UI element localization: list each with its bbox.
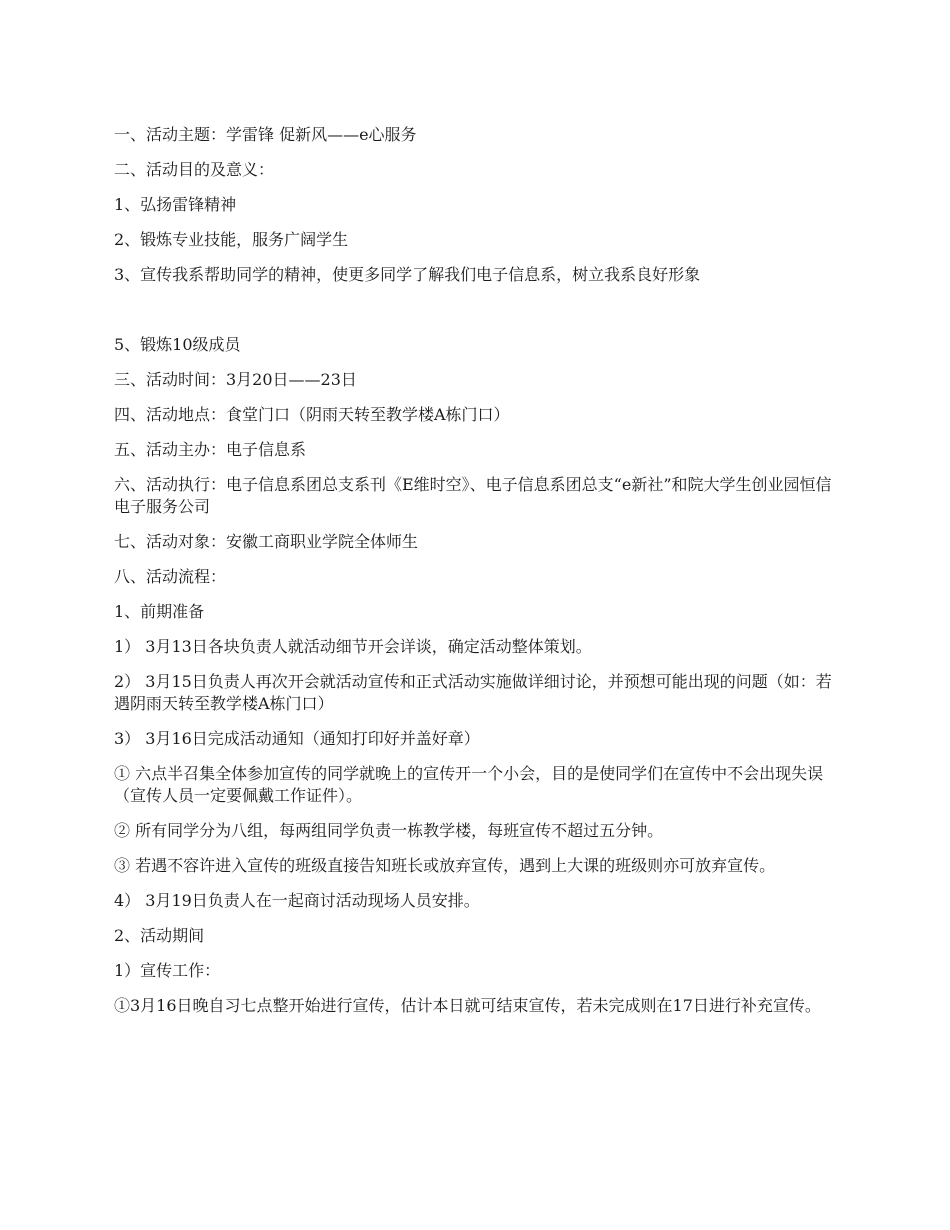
paragraph-purpose-heading: 二、活动目的及意义： [114, 160, 275, 179]
paragraph-during-heading: 2、活动期间 [114, 926, 205, 945]
paragraph-host: 五、活动主办：电子信息系 [114, 440, 307, 459]
paragraph-location: 四、活动地点：食堂门口（阴雨天转至教学楼A栋门口） [114, 405, 510, 424]
paragraph-prep-substep-1: ① 六点半召集全体参加宣传的同学就晚上的宣传开一个小会，目的是使同学们在宣传中不会出现失误（宣传人员一定要佩戴工作证件）。 [114, 764, 824, 805]
paragraph-prep-step-2: 2） 3月15日负责人再次开会就活动宣传和正式活动实施做详细讨论，并预想可能出现的问题（如：若遇阴雨天转至教学楼A栋门口） [114, 672, 832, 713]
paragraph-purpose-1: 1、弘扬雷锋精神 [114, 195, 237, 214]
paragraph-process-heading: 八、活动流程： [114, 567, 227, 586]
paragraph-publicity-heading: 1）宣传工作： [114, 961, 221, 980]
paragraph-purpose-3: 3、宣传我系帮助同学的精神，使更多同学了解我们电子信息系，树立我系良好形象 [114, 265, 701, 284]
paragraph-prep-step-4: 4） 3月19日负责人在一起商讨活动现场人员安排。 [114, 891, 480, 910]
paragraph-purpose-5: 5、锻炼10级成员 [114, 335, 241, 354]
paragraph-publicity-1: ①3月16日晚自习七点整开始进行宣传，估计本日就可结束宣传，若未完成则在17日进行补充宣传。 [114, 996, 821, 1015]
document-page [114, 124, 838, 1030]
paragraph-executor: 六、活动执行：电子信息系团总支系刊《E维时空》、电子信息系团总支“e新社”和院大学生创业园恒信电子服务公司 [114, 475, 832, 516]
paragraph-prep-step-1: 1） 3月13日各块负责人就活动细节开会详谈，确定活动整体策划。 [114, 637, 592, 656]
paragraph-prep-substep-3: ③ 若遇不容许进入宣传的班级直接告知班长或放弃宣传，遇到上大课的班级则亦可放弃宣传。 [114, 856, 776, 875]
paragraph-time: 三、活动时间：3月20日——23日 [114, 370, 357, 389]
paragraph-preparation-heading: 1、前期准备 [114, 602, 205, 621]
paragraph-audience: 七、活动对象：安徽工商职业学院全体师生 [114, 532, 419, 551]
paragraph-theme: 一、活动主题：学雷锋 促新风——e心服务 [114, 125, 417, 144]
blank-line [114, 299, 838, 321]
paragraph-prep-substep-2: ② 所有同学分为八组，每两组同学负责一栋教学楼，每班宣传不超过五分钟。 [114, 821, 664, 840]
paragraph-prep-step-3: 3） 3月16日完成活动通知（通知打印好并盖好章） [114, 729, 480, 748]
paragraph-purpose-2: 2、锻炼专业技能，服务广阔学生 [114, 230, 349, 249]
